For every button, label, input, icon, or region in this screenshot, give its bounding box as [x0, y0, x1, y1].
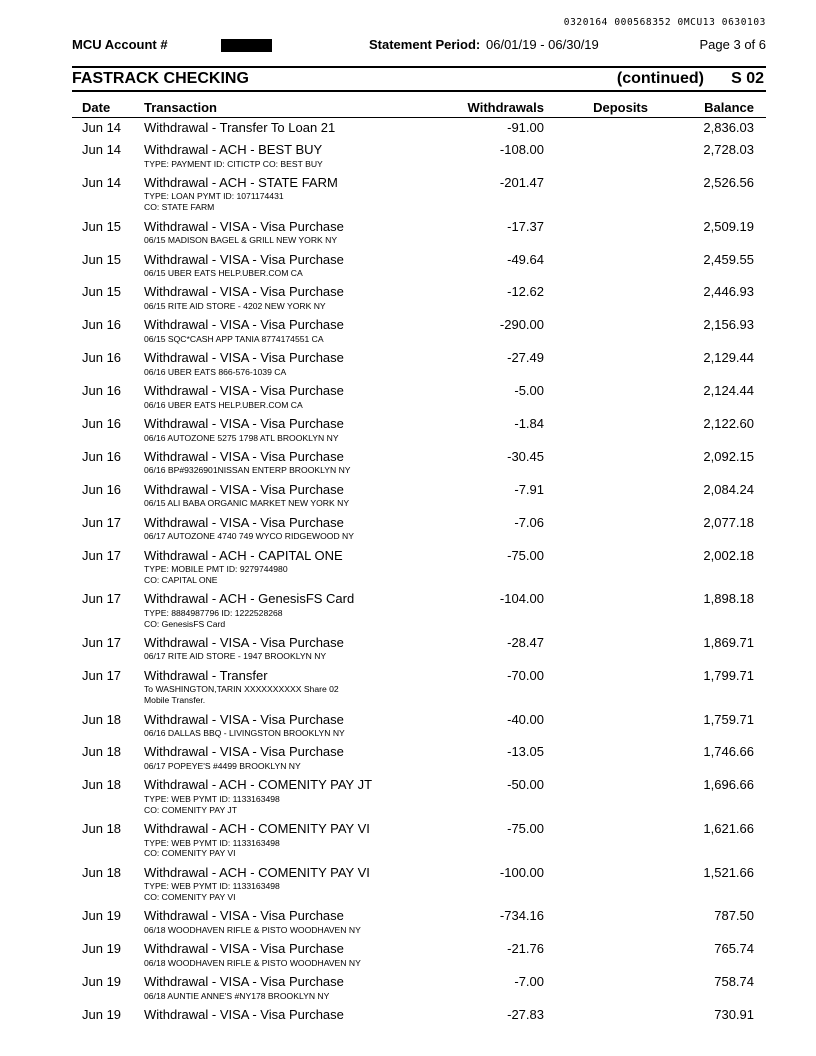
transaction-row	[72, 140, 766, 173]
transaction-detail: 06/15 UBER EATS HELP.UBER.COM CA	[144, 268, 303, 279]
transaction-description: Withdrawal - ACH - CAPITAL ONE	[144, 547, 343, 563]
transaction-description: Withdrawal - VISA - Visa Purchase	[144, 317, 344, 333]
transaction-balance: 1,621.66	[703, 821, 754, 836]
transaction-row	[72, 381, 766, 414]
transaction-balance: 1,759.71	[703, 711, 754, 727]
transaction-row	[72, 282, 766, 315]
transaction-main-line	[72, 515, 766, 532]
transaction-detail: CO: COMENITY PAY JT	[144, 804, 237, 815]
transaction-row	[72, 546, 766, 590]
page-number: Page 3 of 6	[699, 37, 766, 52]
transaction-balance: 2,122.60	[703, 416, 754, 432]
transaction-row	[72, 348, 766, 381]
transaction-row	[72, 819, 766, 863]
transaction-row	[72, 250, 766, 283]
transaction-detail: 06/18 WOODHAVEN RIFLE & PISTO WOODHAVEN NY	[144, 924, 361, 935]
transaction-withdrawal: -21.76	[507, 941, 544, 957]
transaction-main-line	[72, 1007, 766, 1024]
transaction-date: Jun 18	[82, 821, 122, 836]
transaction-balance: 2,526.56	[703, 174, 754, 190]
document-code-line: 0320164 000568352 0MCU13 0630103	[563, 17, 766, 28]
transaction-description: Withdrawal - VISA - Visa Purchase	[144, 634, 344, 650]
transaction-description: Withdrawal - ACH - COMENITY PAY VI	[144, 821, 370, 836]
transaction-withdrawal: -75.00	[507, 821, 544, 836]
transaction-row	[72, 118, 766, 140]
transaction-row	[72, 217, 766, 250]
column-header-balance: Balance	[704, 100, 754, 115]
transaction-description: Withdrawal - VISA - Visa Purchase	[144, 908, 344, 924]
transaction-detail: 06/18 AUNTIE ANNE'S #NY178 BROOKLYN NY	[144, 990, 330, 1001]
transaction-date: Jun 19	[82, 941, 122, 957]
transaction-date: Jun 18	[82, 777, 122, 793]
transaction-balance: 2,156.93	[703, 317, 754, 333]
transaction-date: Jun 14	[82, 174, 122, 190]
transaction-balance: 2,084.24	[703, 481, 754, 497]
transaction-row	[72, 315, 766, 348]
transaction-balance: 2,446.93	[703, 284, 754, 300]
transaction-date: Jun 16	[82, 383, 122, 399]
transaction-withdrawal: -290.00	[499, 317, 544, 333]
transaction-row	[72, 939, 766, 972]
transaction-withdrawal: -17.37	[507, 218, 544, 234]
transaction-balance: 730.91	[714, 1007, 754, 1023]
section-header	[72, 70, 766, 90]
transaction-row	[72, 906, 766, 939]
transaction-main-line	[72, 974, 766, 991]
transaction-date: Jun 17	[82, 634, 122, 650]
transaction-main-line	[72, 908, 766, 925]
transaction-withdrawal: -13.05	[507, 744, 544, 760]
transaction-date: Jun 15	[82, 218, 122, 234]
transaction-detail: CO: COMENITY PAY VI	[144, 891, 236, 902]
transaction-withdrawal: -7.00	[514, 974, 544, 990]
column-header-withdrawals: Withdrawals	[467, 100, 544, 115]
transaction-main-line	[72, 350, 766, 367]
transaction-detail: TYPE: WEB PYMT ID: 1133163498	[144, 837, 280, 848]
transaction-description: Withdrawal - VISA - Visa Purchase	[144, 974, 344, 990]
transaction-withdrawal: -50.00	[507, 777, 544, 793]
transaction-description: Withdrawal - VISA - Visa Purchase	[144, 416, 344, 432]
account-number-label: MCU Account #	[72, 37, 168, 52]
transaction-detail: Mobile Transfer.	[144, 695, 206, 706]
transaction-description: Withdrawal - ACH - COMENITY PAY JT	[144, 777, 373, 793]
section-rule-top	[72, 66, 766, 68]
transaction-detail: TYPE: LOAN PYMT ID: 1071174431	[144, 191, 284, 202]
transaction-date: Jun 14	[82, 142, 122, 158]
transaction-main-line	[72, 252, 766, 269]
transaction-main-line	[72, 383, 766, 400]
transaction-description: Withdrawal - VISA - Visa Purchase	[144, 284, 344, 300]
transaction-main-line	[72, 449, 766, 466]
transaction-description: Withdrawal - VISA - Visa Purchase	[144, 448, 344, 464]
transaction-withdrawal: -49.64	[507, 251, 544, 267]
transaction-main-line	[72, 284, 766, 301]
transaction-withdrawal: -30.45	[507, 448, 544, 464]
transaction-row	[72, 742, 766, 775]
transaction-balance: 787.50	[714, 908, 754, 924]
transaction-date: Jun 17	[82, 547, 122, 563]
transaction-row	[72, 863, 766, 907]
column-header-date: Date	[82, 100, 111, 115]
transaction-balance: 2,129.44	[703, 350, 754, 366]
transaction-detail: CO: CAPITAL ONE	[144, 574, 218, 585]
transaction-detail: 06/16 BP#9326901NISSAN ENTERP BROOKLYN NY	[144, 465, 351, 476]
transaction-balance: 765.74	[714, 941, 754, 957]
transaction-withdrawal: -7.91	[514, 481, 544, 497]
transaction-description: Withdrawal - ACH - STATE FARM	[144, 174, 338, 190]
section-rule-bottom	[72, 90, 766, 92]
transaction-withdrawal: -100.00	[499, 864, 544, 880]
transaction-balance: 2,728.03	[703, 142, 754, 158]
transaction-main-line	[72, 175, 766, 192]
transaction-balance: 1,521.66	[703, 864, 754, 880]
transaction-description: Withdrawal - VISA - Visa Purchase	[144, 218, 344, 234]
transaction-main-line	[72, 591, 766, 608]
transaction-balance: 1,898.18	[703, 591, 754, 607]
transaction-row	[72, 710, 766, 743]
transaction-balance: 2,124.44	[703, 383, 754, 399]
transaction-description: Withdrawal - VISA - Visa Purchase	[144, 350, 344, 366]
transaction-date: Jun 17	[82, 591, 122, 607]
transaction-description: Withdrawal - Transfer	[144, 667, 268, 683]
transaction-date: Jun 18	[82, 744, 122, 760]
transaction-description: Withdrawal - VISA - Visa Purchase	[144, 383, 344, 399]
transaction-balance: 2,002.18	[703, 547, 754, 563]
transaction-balance: 1,869.71	[703, 634, 754, 650]
transaction-main-line	[72, 941, 766, 958]
transaction-row	[72, 414, 766, 447]
transaction-detail: TYPE: PAYMENT ID: CITICTP CO: BEST BUY	[144, 158, 323, 169]
statement-header	[72, 37, 766, 55]
transaction-withdrawal: -70.00	[507, 667, 544, 683]
transaction-main-line	[72, 635, 766, 652]
transaction-main-line	[72, 120, 766, 137]
transaction-main-line	[72, 712, 766, 729]
transaction-withdrawal: -5.00	[514, 383, 544, 399]
transaction-withdrawal: -28.47	[507, 634, 544, 650]
transaction-date: Jun 17	[82, 667, 122, 683]
transaction-description: Withdrawal - VISA - Visa Purchase	[144, 744, 344, 760]
transaction-withdrawal: -104.00	[499, 591, 544, 607]
transaction-balance: 2,092.15	[703, 448, 754, 464]
transaction-row	[72, 480, 766, 513]
transaction-main-line	[72, 482, 766, 499]
transaction-detail: 06/18 WOODHAVEN RIFLE & PISTO WOODHAVEN NY	[144, 957, 361, 968]
transaction-main-line	[72, 668, 766, 685]
redacted-account-number	[221, 39, 272, 52]
transaction-description: Withdrawal - VISA - Visa Purchase	[144, 481, 344, 497]
transaction-main-line	[72, 777, 766, 794]
transaction-withdrawal: -91.00	[507, 120, 544, 135]
transaction-balance: 2,509.19	[703, 218, 754, 234]
column-header-deposits: Deposits	[593, 100, 648, 115]
transaction-balance: 1,799.71	[703, 667, 754, 683]
transaction-detail: TYPE: WEB PYMT ID: 1133163498	[144, 793, 280, 804]
transaction-date: Jun 16	[82, 481, 122, 497]
transaction-detail: CO: GenesisFS Card	[144, 618, 226, 629]
statement-period-value: 06/01/19 - 06/30/19	[486, 37, 599, 52]
transaction-balance: 2,459.55	[703, 251, 754, 267]
transaction-balance: 758.74	[714, 974, 754, 990]
transaction-description: Withdrawal - ACH - COMENITY PAY VI	[144, 864, 370, 880]
transaction-detail: 06/16 DALLAS BBQ - LIVINGSTON BROOKLYN NY	[144, 728, 345, 739]
transaction-description: Withdrawal - VISA - Visa Purchase	[144, 941, 344, 957]
transaction-detail: 06/17 RITE AID STORE - 1947 BROOKLYN NY	[144, 651, 327, 662]
transaction-main-line	[72, 548, 766, 565]
transaction-main-line	[72, 821, 766, 838]
transaction-balance: 2,836.03	[703, 120, 754, 135]
transaction-date: Jun 16	[82, 448, 122, 464]
transaction-row	[72, 513, 766, 546]
transaction-withdrawal: -108.00	[499, 142, 544, 158]
transaction-balance: 2,077.18	[703, 514, 754, 530]
transaction-withdrawal: -75.00	[507, 547, 544, 563]
transaction-description: Withdrawal - VISA - Visa Purchase	[144, 1007, 344, 1023]
transaction-main-line	[72, 416, 766, 433]
transaction-detail: CO: STATE FARM	[144, 202, 215, 213]
transaction-date: Jun 18	[82, 864, 122, 880]
transaction-description: Withdrawal - VISA - Visa Purchase	[144, 711, 344, 727]
transaction-main-line	[72, 744, 766, 761]
transaction-withdrawal: -1.84	[514, 416, 544, 432]
section-code: S 02	[731, 70, 764, 87]
transaction-row	[72, 447, 766, 480]
transaction-row	[72, 173, 766, 217]
transaction-detail: 06/16 AUTOZONE 5275 1798 ATL BROOKLYN NY	[144, 432, 339, 443]
statement-period-label: Statement Period:	[369, 37, 481, 52]
transaction-detail: TYPE: MOBILE PMT ID: 9279744980	[144, 564, 288, 575]
transaction-row	[72, 666, 766, 710]
transaction-detail: 06/16 UBER EATS HELP.UBER.COM CA	[144, 399, 303, 410]
transaction-description: Withdrawal - VISA - Visa Purchase	[144, 251, 344, 267]
transaction-description: Withdrawal - ACH - GenesisFS Card	[144, 591, 355, 607]
transaction-withdrawal: -201.47	[499, 174, 544, 190]
transaction-detail: 06/17 POPEYE'S #4499 BROOKLYN NY	[144, 760, 301, 771]
transaction-balance: 1,746.66	[703, 744, 754, 760]
transaction-detail: 06/16 UBER EATS 866-576-1039 CA	[144, 366, 287, 377]
transaction-description: Withdrawal - Transfer To Loan 21	[144, 120, 336, 135]
transaction-detail: 06/17 AUTOZONE 4740 749 WYCO RIDGEWOOD NY	[144, 531, 354, 542]
transaction-detail: To WASHINGTON,TARIN XXXXXXXXXX Share 02	[144, 684, 339, 695]
transaction-date: Jun 15	[82, 251, 122, 267]
transaction-main-line	[72, 142, 766, 159]
transaction-date: Jun 14	[82, 120, 122, 135]
transaction-withdrawal: -40.00	[507, 711, 544, 727]
transaction-row	[72, 972, 766, 1005]
transaction-row	[72, 775, 766, 819]
transaction-date: Jun 19	[82, 974, 122, 990]
section-continued: (continued)	[616, 70, 704, 87]
transaction-detail: 06/15 MADISON BAGEL & GRILL NEW YORK NY	[144, 235, 338, 246]
transaction-date: Jun 16	[82, 416, 122, 432]
transaction-withdrawal: -27.83	[507, 1007, 544, 1023]
transaction-date: Jun 17	[82, 514, 122, 530]
transaction-date: Jun 19	[82, 908, 122, 924]
transaction-date: Jun 18	[82, 711, 122, 727]
transaction-row	[72, 589, 766, 633]
transaction-date: Jun 19	[82, 1007, 122, 1023]
section-title: FASTRACK CHECKING	[72, 70, 249, 87]
transaction-row	[72, 633, 766, 666]
transaction-detail: 06/15 ALI BABA ORGANIC MARKET NEW YORK NY	[144, 498, 350, 509]
transaction-detail: TYPE: 8884987796 ID: 1222528268	[144, 607, 283, 618]
transaction-balance: 1,696.66	[703, 777, 754, 793]
transaction-main-line	[72, 865, 766, 882]
transaction-detail: CO: COMENITY PAY VI	[144, 848, 236, 859]
transaction-withdrawal: -27.49	[507, 350, 544, 366]
column-header-transaction: Transaction	[144, 100, 217, 115]
transaction-main-line	[72, 317, 766, 334]
transaction-detail: 06/15 RITE AID STORE - 4202 NEW YORK NY	[144, 300, 326, 311]
transaction-withdrawal: -734.16	[499, 908, 544, 924]
transaction-main-line	[72, 219, 766, 236]
transaction-date: Jun 16	[82, 317, 122, 333]
transaction-date: Jun 15	[82, 284, 122, 300]
transaction-withdrawal: -12.62	[507, 284, 544, 300]
transaction-row	[72, 1005, 766, 1027]
transaction-list	[72, 118, 766, 1027]
transaction-detail: 06/15 SQC*CASH APP TANIA 8774174551 CA	[144, 333, 324, 344]
transaction-detail: TYPE: WEB PYMT ID: 1133163498	[144, 881, 280, 892]
transaction-withdrawal: -7.06	[514, 514, 544, 530]
column-headers	[72, 100, 766, 116]
transaction-description: Withdrawal - ACH - BEST BUY	[144, 142, 323, 158]
transaction-date: Jun 16	[82, 350, 122, 366]
transaction-description: Withdrawal - VISA - Visa Purchase	[144, 514, 344, 530]
